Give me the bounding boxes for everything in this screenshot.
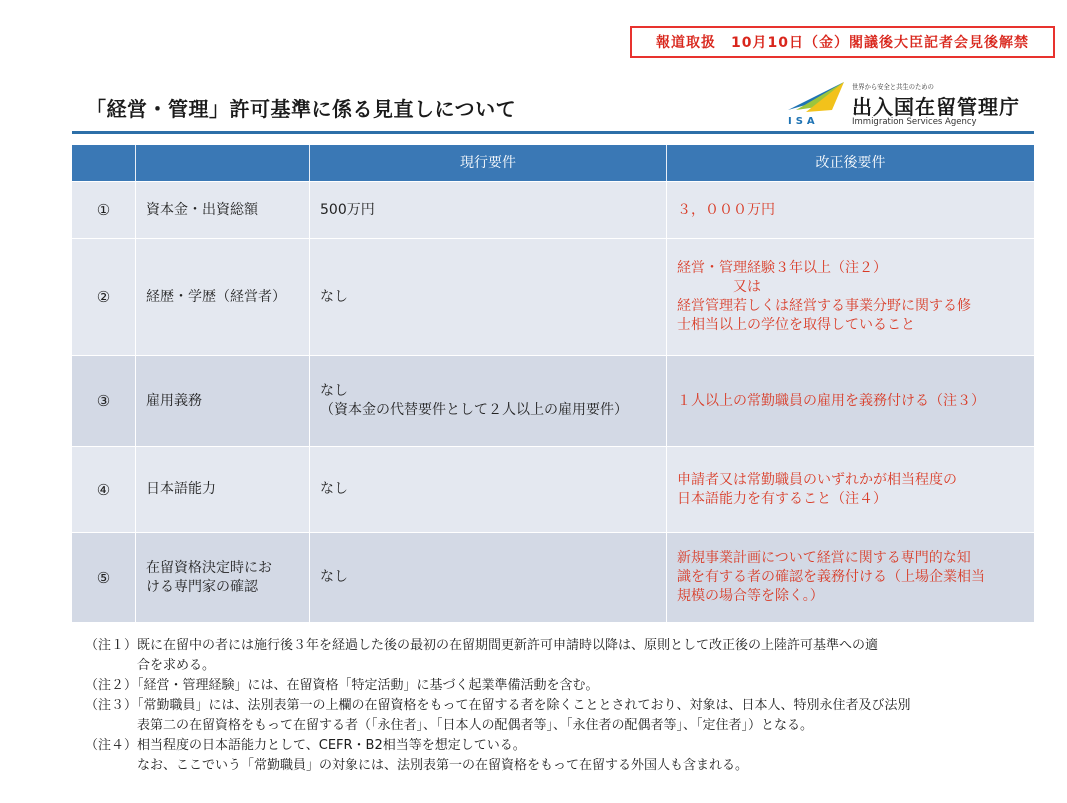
header-no [72,145,136,181]
row-item: 雇用義務 [136,355,310,446]
row-revised: ３，０００万円 [667,181,1034,238]
row-current: なし [310,446,667,532]
row-revised: 申請者又は常勤職員のいずれかが相当程度の 日本語能力を有すること（注４） [667,446,1034,532]
footnote-4: （注４）相当程度の日本語能力として、CEFR・B2相当等を想定している。 なお、ここでいう「常勤職員」の対象には、法別表第一の在留資格をもって在留する外国人も含まれる。 [85,738,749,773]
title-rule [72,131,1034,134]
row-item: 在留資格決定時にお ける専門家の確認 [136,532,310,622]
row-current: なし （資本金の代替要件として２人以上の雇用要件） [310,355,667,446]
row-revised: 経営・管理経験３年以上（注２） 又は 経営管理若しくは経営する事業分野に関する修 士相当以上の学位を取得していること [667,238,1034,355]
row-revised: 新規事業計画について経営に関する専門的な知 識を有する者の確認を義務付ける（上場企業相当 規模の場合等を除く。） [667,532,1034,622]
row-number: ③ [72,355,136,446]
table-row [72,238,1034,355]
header-revised: 改正後要件 [815,154,886,171]
footnote-1: （注１）既に在留中の者には施行後３年を経過した後の最初の在留期間更新許可申請時以降は、原則として改正後の上陸許可基準への適 合を求める。 [85,638,879,673]
agency-name-english: Immigration Services Agency [852,117,977,127]
table-header [72,145,1034,181]
embargo-notice: 報道取扱 10月10日（金）閣議後大臣記者会見後解禁 [630,26,1055,58]
agency-logo [786,80,1046,130]
row-number: ② [72,238,136,355]
header-current: 現行要件 [310,145,667,181]
row-number: ④ [72,446,136,532]
row-item: 日本語能力 [136,446,310,532]
row-number: ① [72,181,136,238]
logo-isa-text: ISA [788,116,819,127]
header-item [136,145,310,181]
row-number: ⑤ [72,532,136,622]
logo-tagline: 世界から安全と共生のための [852,83,934,91]
agency-name: 出入国在留管理庁 [852,95,1020,119]
comparison-table [72,145,1034,622]
row-current: なし [310,238,667,355]
isa-logo-icon [786,80,848,116]
table-row [72,532,1034,622]
row-current: 500万円 [310,181,667,238]
table-row [72,446,1034,532]
page-title: 「経営・管理」許可基準に係る見直しについて [86,97,517,121]
footnote-3: （注３）「常勤職員」には、法別表第一の上欄の在留資格をもって在留する者を除くこととされており、対象は、日本人、特別永住者及び法別 表第二の在留資格をもって在留する者（「永住者」、「日本人の配偶者等」、「永住者の配偶者等」、「定住者」）となる。 [85,698,911,733]
footnote-2: （注２）「経営・管理経験」には、在留資格「特定活動」に基づく起業準備活動を含む。 [85,678,599,693]
table-row [72,355,1034,446]
table-row [72,181,1034,238]
row-item: 資本金・出資総額 [136,181,310,238]
row-current: なし [310,532,667,622]
row-item: 経歴・学歴（経営者） [136,238,310,355]
footnotes [85,636,1045,776]
row-revised: １人以上の常勤職員の雇用を義務付ける（注３） [667,355,1034,446]
